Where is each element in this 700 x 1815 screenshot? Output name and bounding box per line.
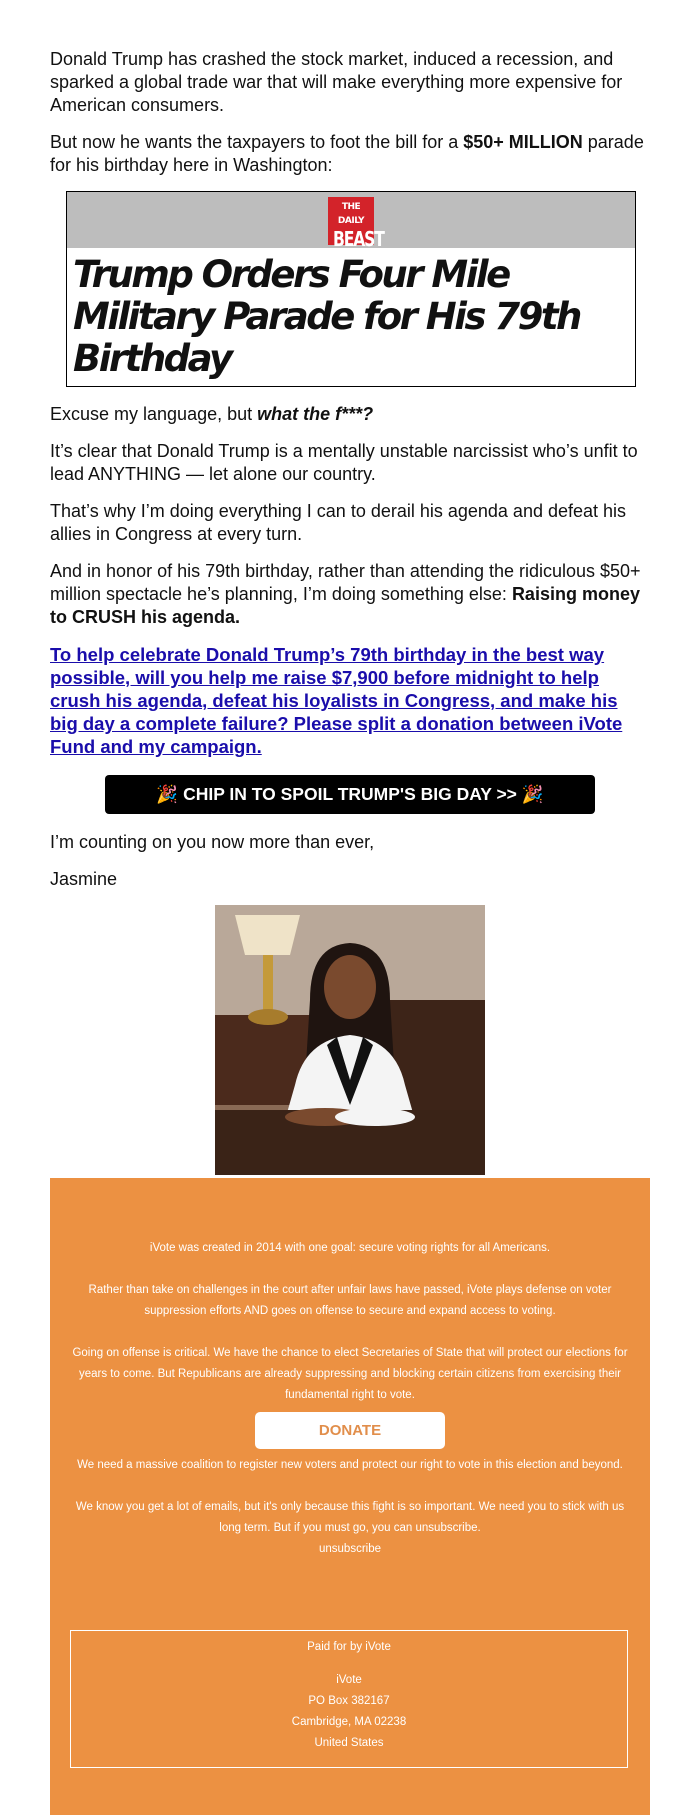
body-paragraph-6	[50, 560, 650, 629]
intro-p2-after: parade for his birthday here in Washington:	[50, 132, 644, 175]
intro-paragraph-1: Donald Trump has crashed the stock market, induced a recession, and sparked a global trade war that will make everything more expensive for American consumers.	[50, 49, 623, 115]
paid-for-line: Paid for by iVote	[307, 1641, 391, 1653]
donation-cta-link[interactable]: To help celebrate Donald Trump’s 79th birthday in the best way possible, will you help me raise $7,900 before midnight to help crush his agenda, defeat his loyalists in Congress, and make his big day a complete failure? Please split a donation between iVote Fund and my campaign.	[50, 644, 623, 757]
p3-before: Excuse my language, but	[50, 404, 258, 424]
intro-paragraph-2	[50, 131, 650, 177]
news-headline: Trump Orders Four Mile Military Parade for His 79th Birthday	[73, 253, 580, 380]
email-body	[50, 48, 650, 1191]
intro-p2-before: But now he wants the taxpayers to foot the bill for a	[50, 132, 464, 152]
chip-in-button[interactable]: 🎉 CHIP IN TO SPOIL TRUMP'S BIG DAY >> 🎉	[105, 775, 595, 814]
candidate-photo-illustration	[215, 905, 485, 1175]
news-headline-image	[66, 191, 636, 387]
body-paragraph-3	[50, 403, 650, 426]
body-paragraph-4: It’s clear that Donald Trump is a mentally unstable narcissist who’s unfit to lead ANYTHING — let alone our country.	[50, 441, 638, 484]
address-line-1: iVote	[336, 1674, 362, 1686]
footer-paragraph-3: Going on offense is critical. We have the chance to elect Secretaries of State that will protect our elections for years to come. But Republicans are already suppressing and blocking certain citizens from exercising their fundamental right to vote.	[72, 1347, 628, 1401]
organization-footer	[50, 1178, 650, 1815]
donate-button[interactable]: DONATE	[255, 1412, 445, 1449]
address-line-2: PO Box 382167	[308, 1695, 390, 1707]
footer-paragraph-5: We know you get a lot of emails, but it's only because this fight is so important. We need you to stick with us long term. But if you must go, you can unsubscribe.	[75, 1501, 625, 1534]
p6-bold: Raising money to CRUSH his agenda.	[50, 584, 640, 627]
daily-beast-logo	[328, 197, 384, 251]
p6-before: And in honor of his 79th birthday, rather than attending the ridiculous $50+ million spectacle he’s planning, I’m doing something else:	[50, 561, 641, 604]
logo-band	[67, 192, 635, 251]
p3-emphasis: what the f***?	[257, 404, 374, 424]
footer-paragraph-1: iVote was created in 2014 with one goal: secure voting rights for all Americans.	[149, 1242, 551, 1254]
logo-line-1: THE DAILY	[337, 202, 365, 226]
body-paragraph-5: That’s why I’m doing everything I can to derail his agenda and defeat his allies in Congress at every turn.	[50, 501, 627, 544]
footer-paragraph-2: Rather than take on challenges in the court after unfair laws have passed, iVote plays defense on voter suppression efforts AND goes on offense to secure and expand access to voting.	[88, 1284, 612, 1317]
paid-for-box	[70, 1630, 628, 1768]
address-line-4: United States	[314, 1737, 384, 1749]
logo-line-2: BEAST	[333, 227, 384, 251]
candidate-photo	[215, 905, 485, 1175]
intro-p2-bold: $50+ MILLION	[463, 132, 583, 152]
address-line-3: Cambridge, MA 02238	[291, 1716, 407, 1728]
signoff-line: I’m counting on you now more than ever,	[50, 832, 375, 852]
signoff-name: Jasmine	[50, 869, 118, 889]
unsubscribe-link[interactable]: unsubscribe	[318, 1543, 381, 1555]
footer-paragraph-4: We need a massive coalition to register new voters and protect our right to vote in this election and beyond.	[77, 1459, 623, 1471]
